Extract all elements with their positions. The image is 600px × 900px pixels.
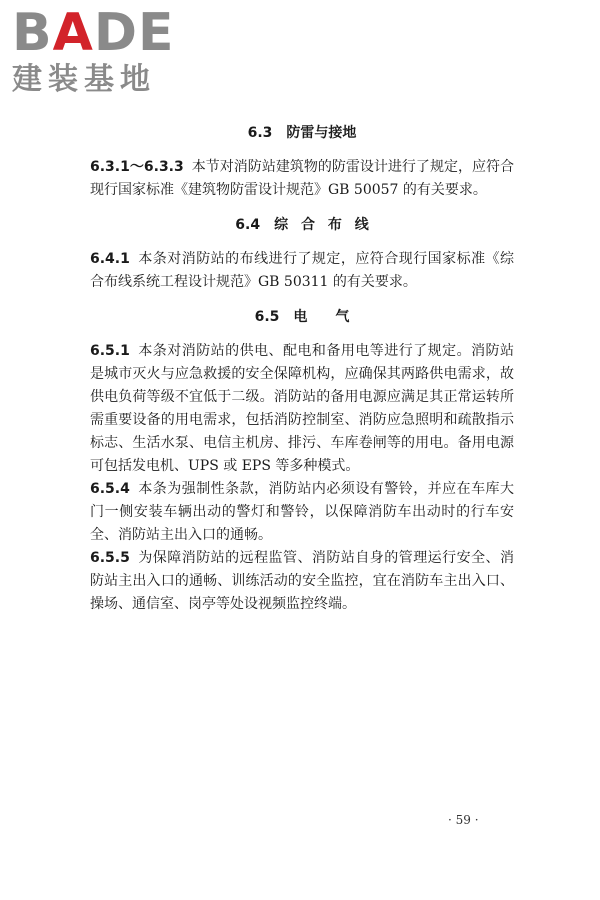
clause-paragraph	[90, 248, 514, 294]
clause-number: 6.3.1～6.3.3	[90, 159, 184, 175]
clause-text: 本节对消防站建筑物的防雷设计进行了规定，应符合现行国家标准《建筑物防雷设计规范》GB 50057 的有关要求。	[90, 159, 514, 198]
clause-number: 6.5.1	[90, 343, 130, 359]
section-title-6-5: 6.5 电 气	[254, 309, 350, 325]
clause-number: 6.4.1	[90, 251, 130, 267]
page-number: · 59 ·	[448, 813, 479, 827]
logo-subtitle: 建装基地	[12, 62, 156, 97]
clause-number: 6.5.5	[90, 550, 130, 566]
clause-text: 本条对消防站的布线进行了规定，应符合现行国家标准《综合布线系统工程设计规范》GB 50311 的有关要求。	[90, 251, 514, 290]
clause-paragraph	[90, 340, 514, 478]
logo-wordmark	[12, 3, 182, 63]
clause-paragraph	[90, 156, 514, 202]
clause-text: 本条为强制性条款，消防站内必须设有警铃，并应在车库大门一侧安装车辆出动的警灯和警铃，以保障消防车出动时的行车安全、消防站主出入口的通畅。	[90, 481, 514, 543]
section-title-6-3: 6.3 防雷与接地	[247, 125, 357, 141]
clause-text: 本条对消防站的供电、配电和备用电等进行了规定。消防站是城市灭火与应急救援的安全保障机构，应确保其两路供电需求，故供电负荷等级不宜低于二级。消防站的备用电源应满足其正常运转所需重要设备的用电需求，包括消防控制室、消防应急照明和疏散指示标志、生活水泵、电信主机房、排污、车库卷闸等的用电。备用电源可包括发电机、UPS 或 EPS 等多种模式。	[90, 343, 514, 474]
bade-logo	[12, 3, 182, 98]
logo-letter-a-accent: A	[52, 3, 94, 63]
document-body	[90, 122, 514, 616]
clause-number: 6.5.4	[90, 481, 130, 497]
clause-paragraph	[90, 478, 514, 547]
logo-letter-b: B	[12, 3, 53, 63]
section-title-6-4: 6.4 综 合 布 线	[235, 217, 369, 233]
logo-letters-de: DE	[93, 3, 175, 63]
clause-paragraph	[90, 547, 514, 616]
clause-text: 为保障消防站的远程监管、消防站自身的管理运行安全、消防站主出入口的通畅、训练活动的安全监控，宜在消防车主出入口、操场、通信室、岗亭等处设视频监控终端。	[90, 550, 514, 612]
